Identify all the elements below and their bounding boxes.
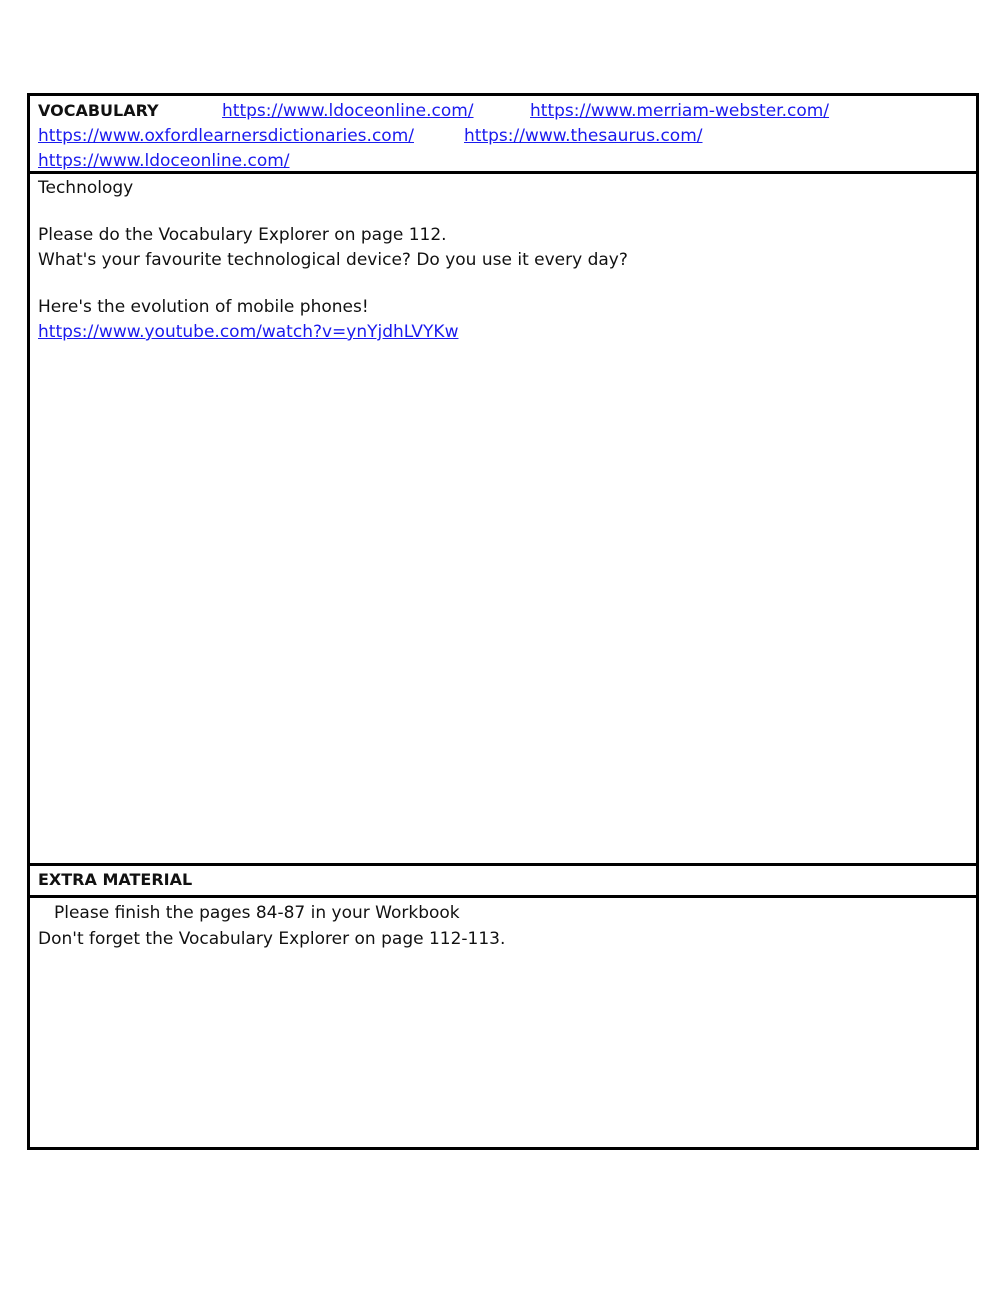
workbook-line: Please finish the pages 84-87 in your Workbook [54, 903, 460, 923]
worksheet-table [27, 93, 979, 1150]
youtube-video-link[interactable]: https://www.youtube.com/watch?v=ynYjdhLVYKw [38, 322, 459, 342]
extra-material-heading: EXTRA MATERIAL [38, 870, 193, 889]
topic-title: Technology [38, 178, 134, 198]
reminder-line: Don't forget the Vocabulary Explorer on page 112-113. [38, 929, 506, 949]
evolution-line: Here's the evolution of mobile phones! [38, 297, 369, 317]
thesaurus-link[interactable]: https://www.thesaurus.com/ [464, 126, 703, 146]
oxford-learners-link[interactable]: https://www.oxfordlearnersdictionaries.com/ [38, 126, 414, 146]
question-line: What's your favourite technological device? Do you use it every day? [38, 250, 628, 270]
ldoce-link[interactable]: https://www.ldoceonline.com/ [222, 101, 474, 121]
merriam-webster-link[interactable]: https://www.merriam-webster.com/ [530, 101, 830, 121]
vocabulary-heading: VOCABULARY [38, 101, 159, 120]
vocabulary-section [30, 96, 976, 174]
ldoce-link-second[interactable]: https://www.ldoceonline.com/ [38, 151, 290, 171]
extra-material-body [30, 898, 976, 1147]
extra-material-header [30, 866, 976, 898]
technology-section [30, 174, 976, 866]
instruction-line: Please do the Vocabulary Explorer on page 112. [38, 225, 447, 245]
